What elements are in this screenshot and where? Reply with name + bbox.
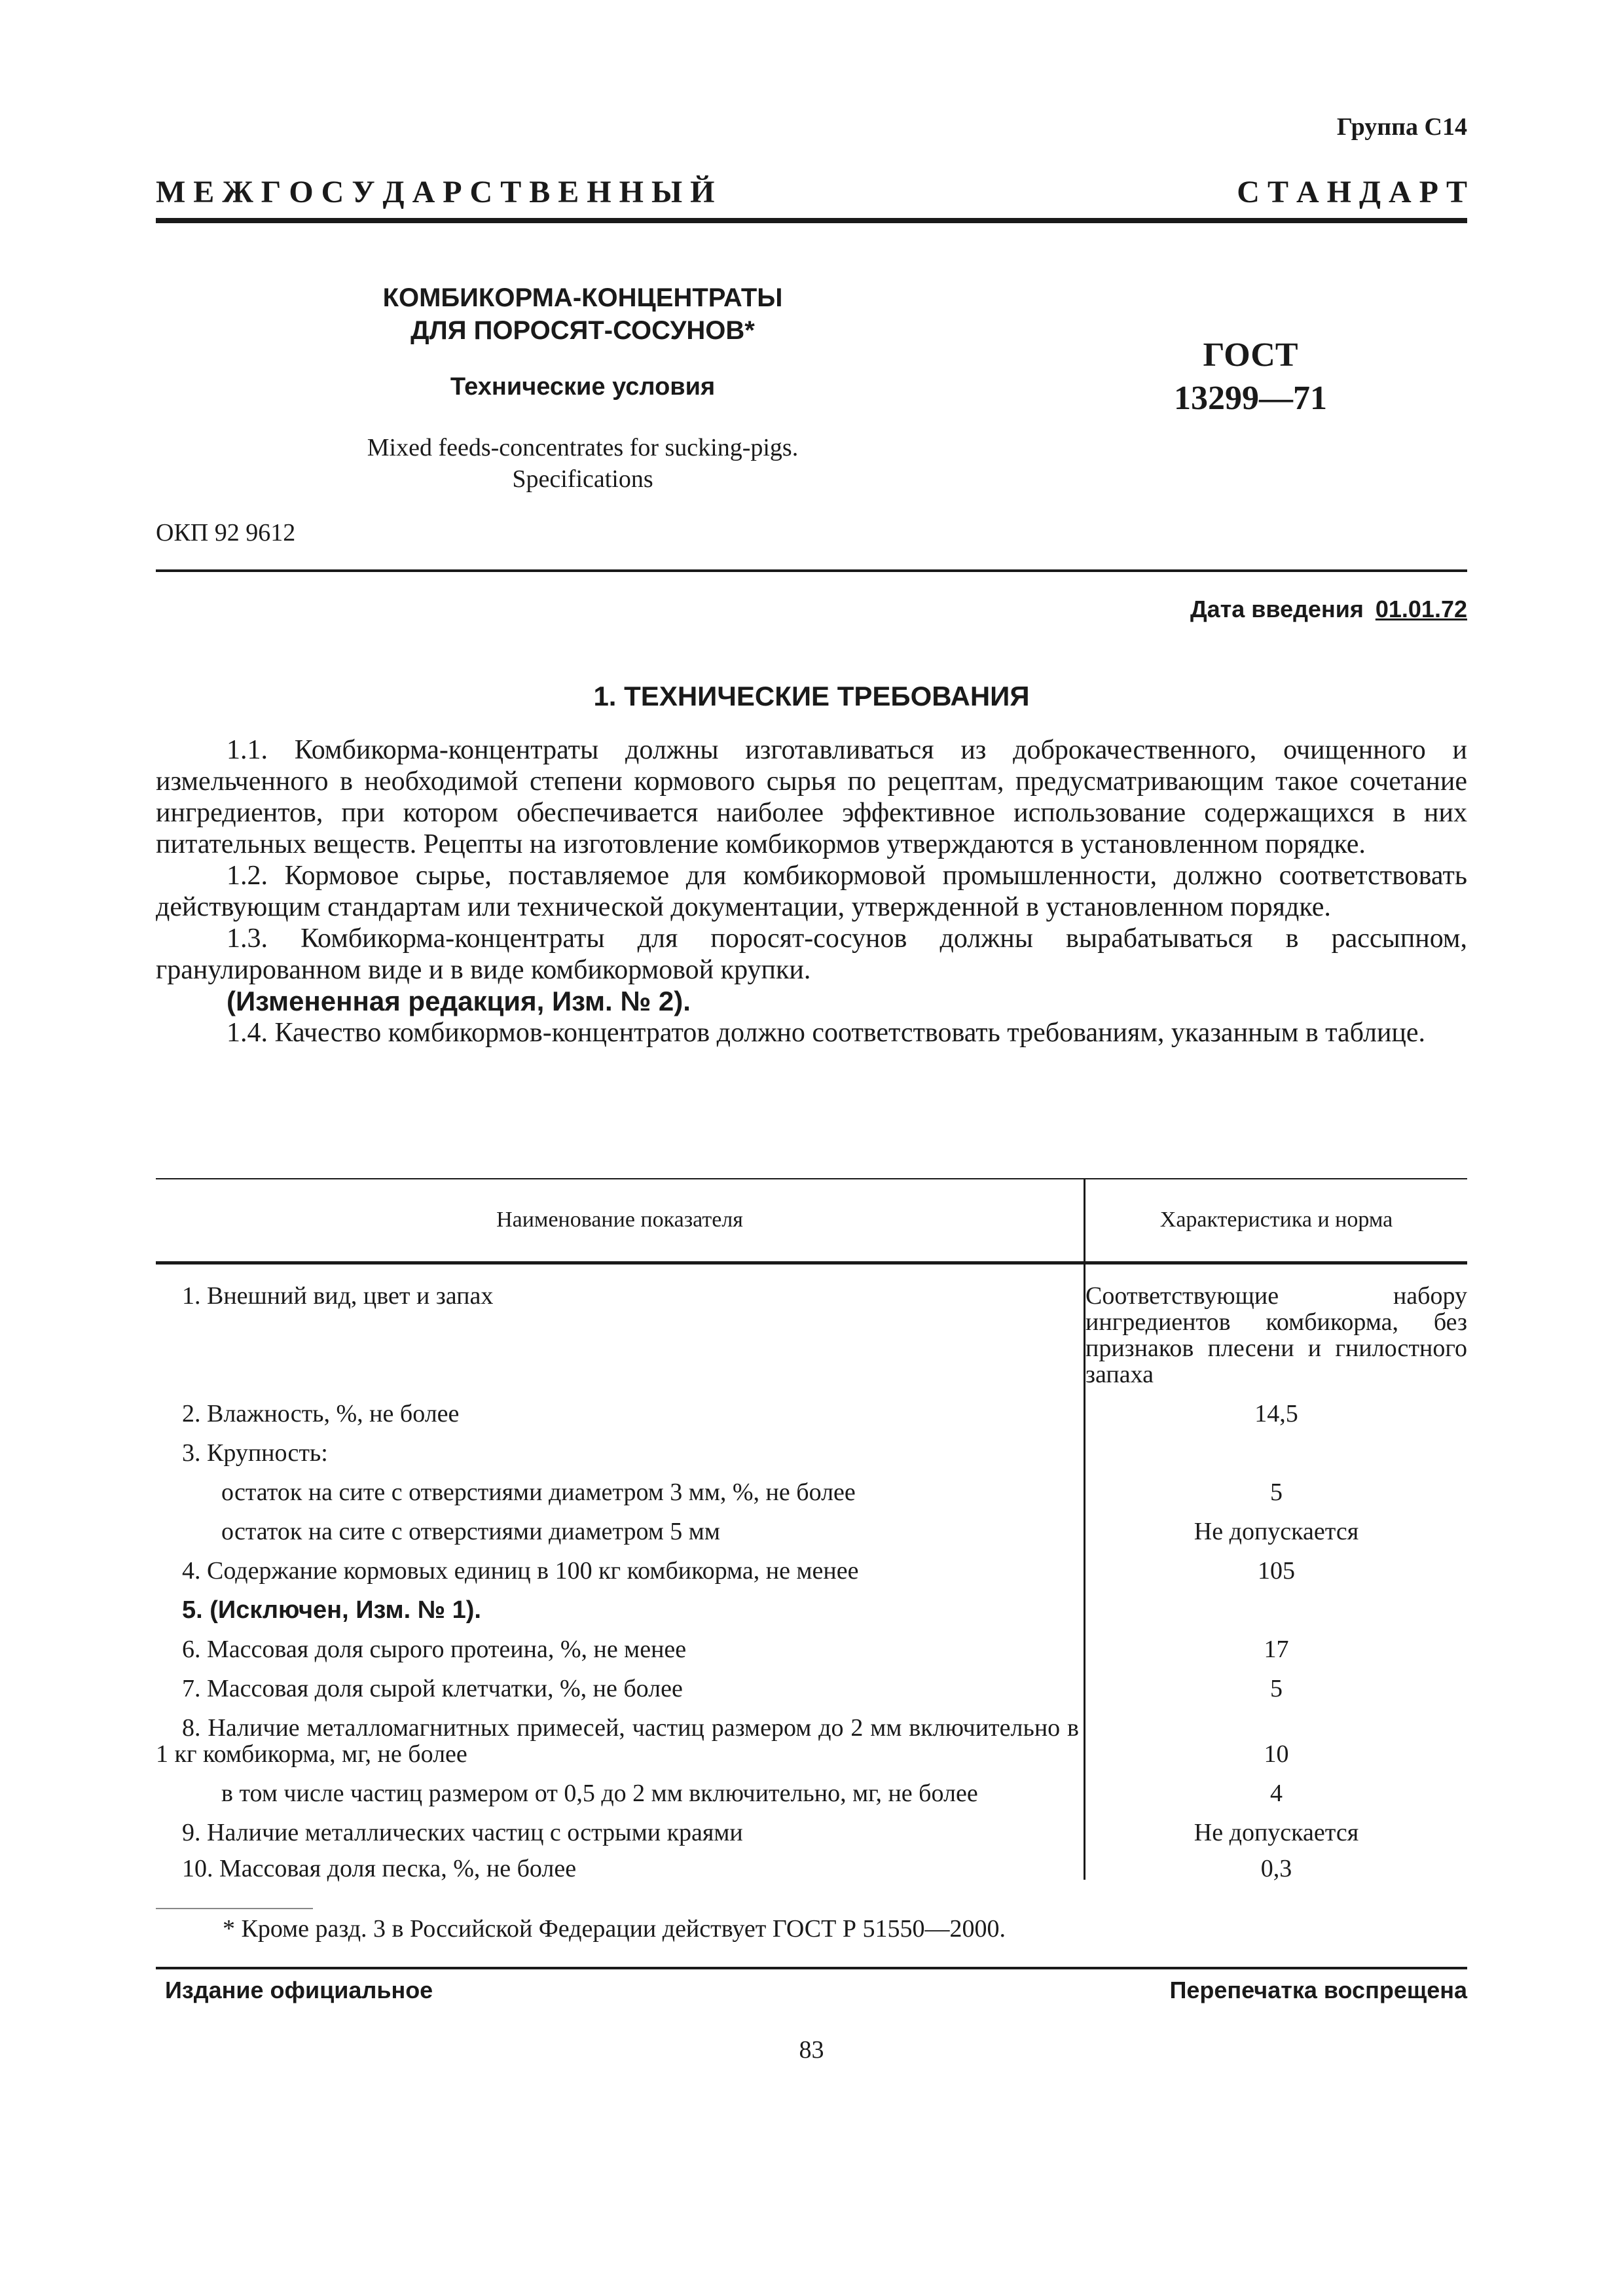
table-header-norm: Характеристика и норма: [1159, 1208, 1393, 1232]
row-name: 4. Содержание кормовых единиц в 100 кг комбикорма, не менее: [182, 1557, 859, 1585]
amendment-note: (Измененная редакция, Изм. № 2).: [227, 986, 691, 1016]
row-norm: 14,5: [1254, 1400, 1298, 1427]
page-number: 83: [799, 2036, 824, 2064]
header-rule: [156, 218, 1467, 223]
gost-label: ГОСТ: [1203, 336, 1298, 374]
row-name: 2. Влажность, %, не более: [182, 1400, 460, 1427]
row-norm: 5: [1270, 1675, 1283, 1702]
reprint-notice: Перепечатка воспрещена: [1169, 1977, 1467, 2003]
introduction-date: [1190, 596, 1467, 623]
row-name: 5. (Исключен, Изм. № 1).: [182, 1596, 481, 1624]
row-norm: 17: [1264, 1636, 1289, 1663]
paragraph-1-3: 1.3. Комбикорма-концентраты для поросят-сосунов должны вырабатываться в рассыпном, гранулированном виде и в виде комбикормовой крупки.: [156, 924, 1467, 985]
banner-left: М Е Ж Г О С У Д А Р С Т В Е Н Н Ы Й: [156, 175, 715, 209]
title-line-1: КОМБИКОРМА-КОНЦЕНТРАТЫ: [382, 283, 783, 312]
footnote-rule: [156, 1908, 313, 1909]
edition-label: Издание официальное: [165, 1977, 433, 2003]
document-title: [275, 281, 890, 347]
row-name: 6. Массовая доля сырого протеина, %, не менее: [182, 1636, 687, 1663]
table-top-rule: [156, 1178, 1467, 1179]
paragraph-1-1: 1.1. Комбикорма-концентраты должны изготавливаться из доброкачественного, очищенного и измельченного в необходимой степени кормового сырья по рецептам, предусматривающим такое сочетание ингредиентов, при котором обеспечивается наиболее эффективное использование содержащихся в них питательных веществ. Рецепты на изготовление комбикормов утверждаются в установленном порядке.: [156, 735, 1467, 859]
table-row: [156, 1715, 1467, 1767]
row-norm: 0,3: [1260, 1855, 1292, 1882]
english-title-line-2: Specifications: [512, 465, 653, 493]
group-code: Группа С14: [1336, 113, 1467, 141]
row-name: 9. Наличие металлических частиц с острыми краями: [182, 1819, 743, 1846]
title-rule: [156, 569, 1467, 572]
table-header-rule: [156, 1261, 1467, 1265]
gost-number: 13299—71: [1174, 380, 1327, 417]
row-norm: 5: [1270, 1479, 1283, 1506]
row-name: остаток на сите с отверстиями диаметром 3 мм, %, не более: [221, 1479, 856, 1506]
footnote: * Кроме разд. 3 в Российской Федерации действует ГОСТ Р 51550—2000.: [223, 1915, 1006, 1943]
footer-rule: [156, 1967, 1467, 1969]
document-subtitle: Технические условия: [450, 373, 716, 401]
table-row: [156, 1283, 1467, 1388]
banner-right: С Т А Н Д А Р Т: [1237, 175, 1467, 209]
intro-date-value: 01.01.72: [1375, 596, 1467, 622]
row-name: 7. Массовая доля сырой клетчатки, %, не более: [182, 1675, 683, 1702]
gost-designation: [1087, 334, 1414, 420]
table-header-name: Наименование показателя: [496, 1208, 743, 1232]
section-heading: 1. ТЕХНИЧЕСКИЕ ТРЕБОВАНИЯ: [593, 681, 1030, 711]
row-norm: 10: [1264, 1740, 1289, 1768]
row-name: 8. Наличие металломагнитных примесей, частиц размером до 2 мм включительно в 1 кг комбикорма, мг, не более: [156, 1714, 1079, 1768]
row-norm: 105: [1258, 1557, 1295, 1585]
row-norm: Не допускается: [1194, 1518, 1359, 1545]
row-norm: 4: [1270, 1780, 1283, 1807]
row-name: 10. Массовая доля песка, %, не более: [182, 1855, 577, 1882]
okp-code: ОКП 92 9612: [156, 519, 296, 547]
english-title: [275, 432, 890, 495]
row-norm: Соответствующие набору ингредиентов комбикорма, без признаков плесени и гнилостного запаха: [1085, 1282, 1467, 1388]
paragraph-1-2: 1.2. Кормовое сырье, поставляемое для комбикормовой промышленности, должно соответствовать действующим стандартам или технической документации, утвержденной в установленном порядке.: [156, 861, 1467, 922]
paragraph-1-4: 1.4. Качество комбикормов-концентратов должно соответствовать требованиям, указанным в таблице.: [227, 1018, 1426, 1048]
title-line-2: ДЛЯ ПОРОСЯТ-СОСУНОВ*: [410, 316, 755, 345]
intro-date-label: Дата введения: [1190, 596, 1364, 622]
row-norm: Не допускается: [1194, 1819, 1359, 1846]
row-name: остаток на сите с отверстиями диаметром 5 мм: [221, 1518, 720, 1545]
row-name: в том числе частиц размером от 0,5 до 2 мм включительно, мг, не более: [221, 1780, 978, 1807]
english-title-line-1: Mixed feeds-concentrates for sucking-pigs.: [367, 434, 799, 461]
standard-banner: [156, 171, 1467, 213]
row-name: 3. Крупность:: [182, 1439, 328, 1467]
row-name: 1. Внешний вид, цвет и запах: [182, 1282, 494, 1310]
body-text: [156, 734, 1467, 1049]
